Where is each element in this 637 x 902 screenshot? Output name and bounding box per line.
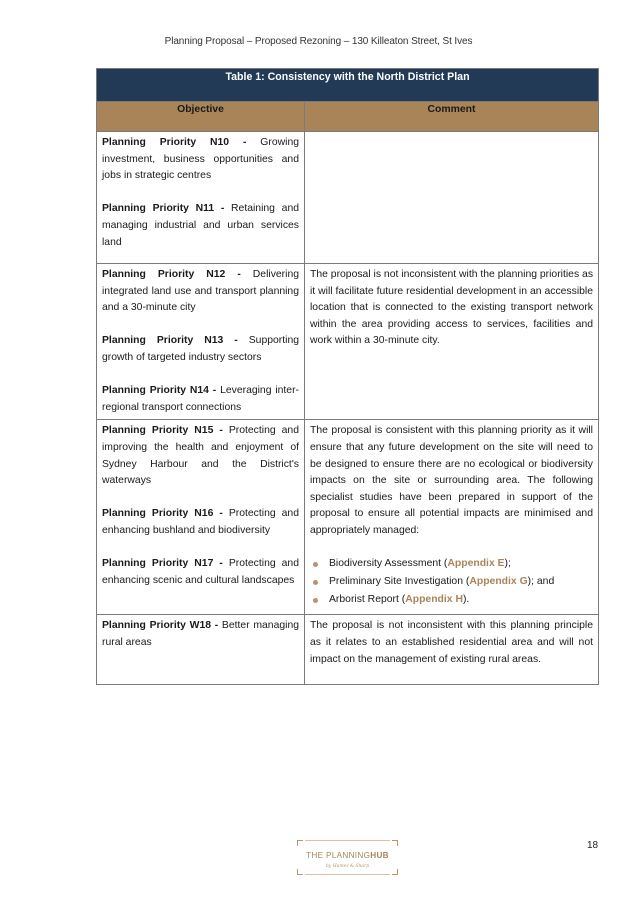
bullet-text: ); and <box>527 576 555 588</box>
table-title-row <box>97 69 599 102</box>
logo-wordmark: THE PLANNINGHUB <box>306 851 389 860</box>
appendix-link[interactable]: Appendix H <box>405 594 463 606</box>
objective-cell <box>97 132 305 264</box>
table-row <box>97 132 599 264</box>
priority-item <box>102 135 299 185</box>
list-item <box>310 592 593 609</box>
priority-text: Protecting and enhancing scenic and cultural landscapes <box>102 558 299 586</box>
planning-hub-logo <box>297 840 398 875</box>
comment-text: The proposal is consistent with this planning priority as it will ensure that any future development on the site will need to be designed to ensure there are no ecological or biodiversity impacts on the site or surrounding area. The following specialist studies have been prepared in support of the proposal to ensure all potential impacts are minimised and appropriately managed: <box>310 425 593 536</box>
appendix-link[interactable]: Appendix G <box>469 576 528 588</box>
priority-item <box>102 383 299 416</box>
appendix-link[interactable]: Appendix E <box>447 558 505 570</box>
bullet-text: Biodiversity Assessment ( <box>329 558 448 570</box>
page-number: 18 <box>587 840 599 851</box>
priority-item <box>102 556 299 589</box>
objective-cell <box>97 264 305 420</box>
priority-text: Better managing rural areas <box>102 620 300 648</box>
bullet-text: Arborist Report ( <box>329 594 406 606</box>
table-row <box>97 420 599 615</box>
bullet-text: ); <box>504 558 511 570</box>
table-row <box>97 264 599 420</box>
priority-text: Retaining and managing industrial and urban services land <box>102 203 300 248</box>
column-header-comment: Comment <box>305 102 599 132</box>
table-header-row <box>97 102 599 132</box>
priority-code: Planning Priority N10 - <box>102 137 247 148</box>
table-row <box>97 615 599 685</box>
priority-code: Planning Priority N11 - <box>102 203 225 215</box>
objective-cell <box>97 420 305 615</box>
bullet-text: Preliminary Site Investigation ( <box>329 576 470 588</box>
comment-cell: The proposal is not inconsistent with the planning priorities as it will facilitate future residential development in an accessible location that is connected to the existing transport network within the area providing access to services, facilities and work within a 30-minute city. <box>305 264 599 420</box>
priority-item <box>102 333 299 366</box>
running-header: Planning Proposal – Proposed Rezoning – 130 Killeaton Street, St Ives <box>164 36 473 47</box>
priority-item <box>102 618 299 651</box>
priority-text: Delivering integrated land use and transport planning and a 30-minute city <box>102 269 300 314</box>
priority-item <box>102 423 299 489</box>
priority-text: Leveraging inter-regional transport connections <box>102 385 299 413</box>
consistency-table <box>96 68 599 685</box>
priority-code: Planning Priority N14 - <box>102 385 217 397</box>
comment-cell <box>305 420 599 615</box>
list-item <box>310 556 593 573</box>
priority-text: Protecting and enhancing bushland and biodiversity <box>102 508 299 536</box>
table-title: Table 1: Consistency with the North District Plan <box>97 69 599 102</box>
priority-code: Planning Priority N16 - <box>102 508 223 520</box>
priority-item <box>102 201 299 251</box>
priority-code: Planning Priority N17 - <box>102 558 223 570</box>
priority-text: Supporting growth of targeted industry sectors <box>102 335 299 363</box>
objective-cell <box>97 615 305 685</box>
priority-code: Planning Priority W18 - <box>102 620 219 632</box>
comment-cell <box>305 132 599 264</box>
priority-item <box>102 506 299 539</box>
bullet-text: ). <box>462 594 470 606</box>
column-header-objective: Objective <box>97 102 305 132</box>
list-item <box>310 574 593 591</box>
priority-code: Planning Priority N13 - <box>102 335 238 347</box>
priority-item <box>102 267 299 317</box>
logo-tagline: by Hames & Sharp <box>325 864 370 869</box>
priority-code: Planning Priority N15 - <box>102 425 223 437</box>
priority-text: Protecting and improving the health and enjoyment of Sydney Harbour and the District's waterways <box>102 425 299 487</box>
priority-code: Planning Priority N12 - <box>102 269 241 280</box>
comment-cell: The proposal is not inconsistent with this planning principle as it relates to an established residential area and will not impact on the management of existing rural areas. <box>305 615 599 685</box>
appendix-list <box>310 556 593 609</box>
priority-text: Growing investment, business opportunities and jobs in strategic centres <box>102 137 299 182</box>
